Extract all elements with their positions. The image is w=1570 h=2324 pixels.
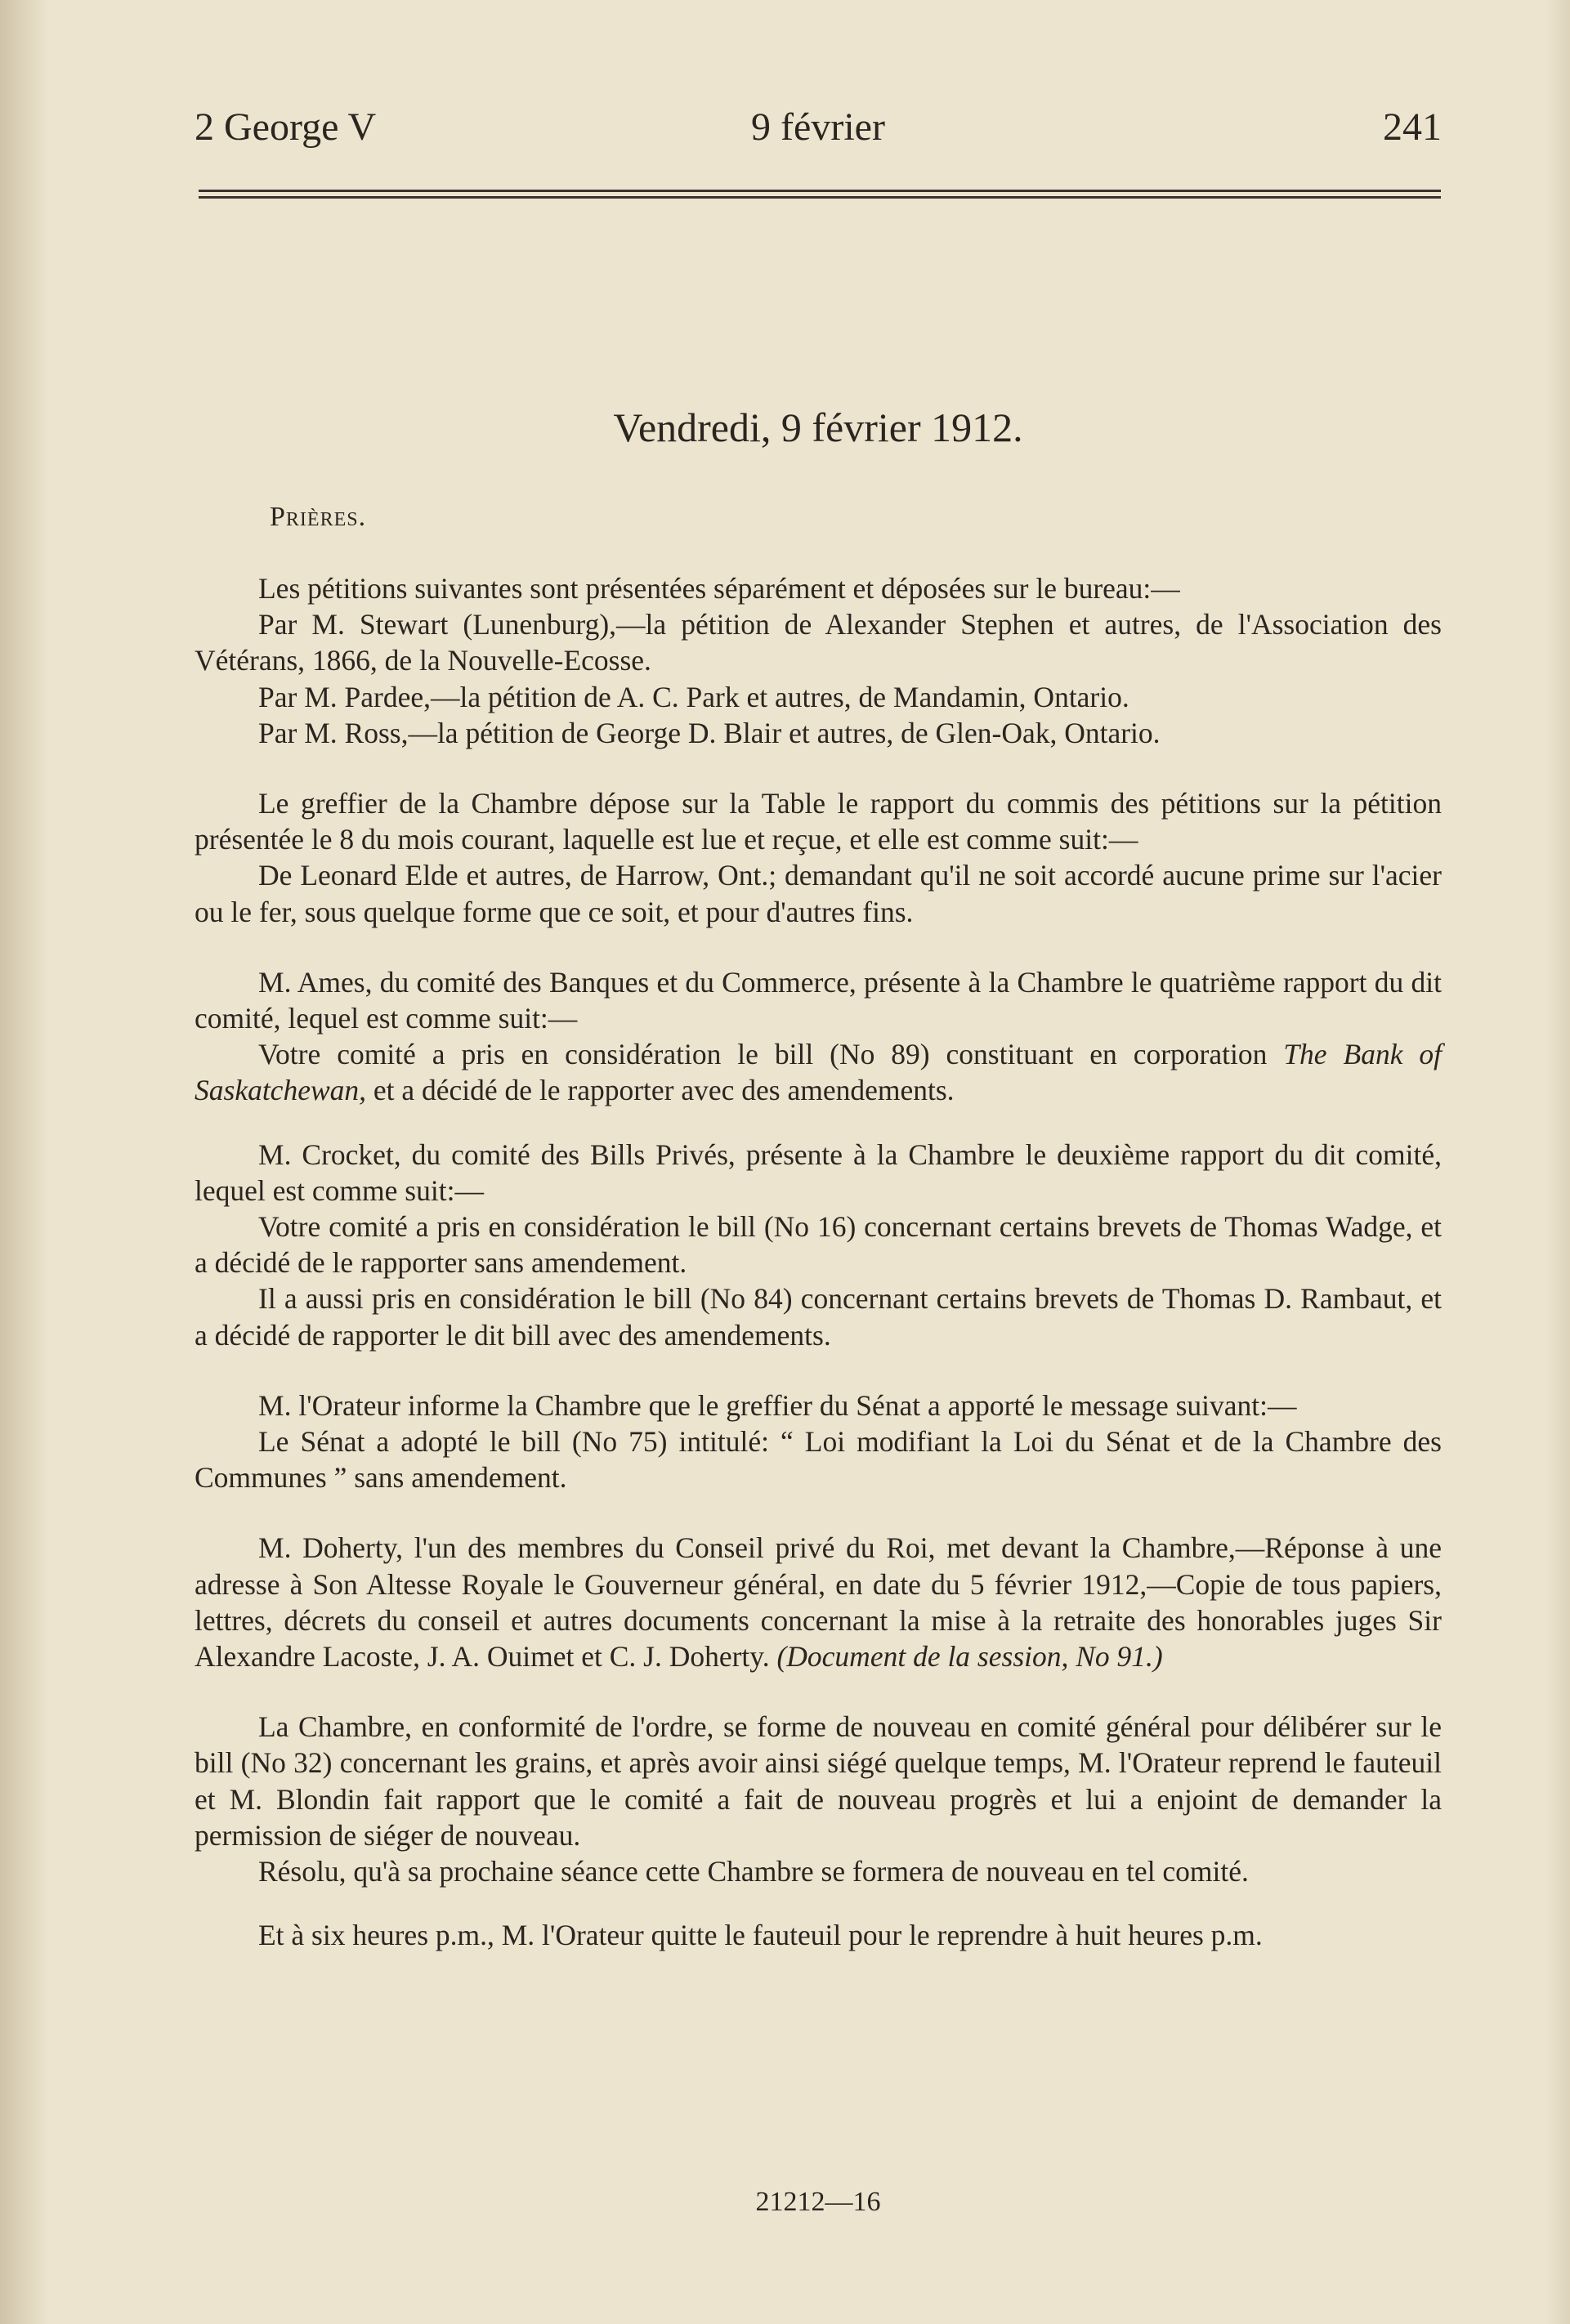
page-binding-shadow [0,0,49,2324]
paragraph-bill-84: Il a aussi pris en considération le bill (No 84) concernant certains brevets de Thomas D. Rambaut, et a décidé de rapporter le dit bill avec des amendements. [195,1282,1442,1352]
sitting-date-title: Vendredi, 9 février 1912. [613,404,1023,450]
paragraph-ames-report: M. Ames, du comité des Banques et du Commerce, présente à la Chambre le quatrième rapport du dit comité, lequel est comme suit:— [195,965,1442,1035]
paragraph-petition-pardee: Par M. Pardee,—la pétition de A. C. Park et autres, de Mandamin, Ontario. [258,680,1129,713]
bill-89-decision: et a décidé de le rapporter avec des amendements. [373,1074,955,1107]
page-edge-shadow [1545,0,1570,2324]
header-regnal-year: 2 George V [195,105,377,149]
prayers-heading: Prières. [270,502,367,532]
running-header [195,105,1442,154]
header-date: 9 février [751,105,885,149]
paragraph-clerk-report: Le greffier de la Chambre dépose sur la Table le rapport du commis des pétitions sur la pétition présentée le 8 du mois courant, laquelle est lue et reçue, et elle est comme suit:— [195,787,1442,856]
paragraph-six-oclock: Et à six heures p.m., M. l'Orateur quitte le fauteuil pour le reprendre à huit heures p.m. [258,1919,1263,1952]
paragraph-petition-stewart: Par M. Stewart (Lunenburg),—la pétition de Alexander Stephen et autres, de l'Association des Vétérans, 1866, de la Nouvelle-Ecosse. [195,608,1442,677]
paragraph-petition-elde: De Leonard Elde et autres, de Harrow, Ont.; demandant qu'il ne soit accordé aucune prime sur l'acier ou le fer, sous quelque forme que ce soit, et pour d'autres fins. [195,859,1442,928]
paragraph-petition-ross: Par M. Ross,—la pétition de George D. Blair et autres, de Glen-Oak, Ontario. [258,716,1161,749]
header-double-rule [199,190,1441,201]
paragraph-resolved: Résolu, qu'à sa prochaine séance cette Chambre se formera de nouveau en tel comité. [258,1855,1249,1888]
paragraph-petitions-intro: Les pétitions suivantes sont présentées séparément et déposées sur le bureau:— [258,572,1180,605]
paragraph-bill-75: Le Sénat a adopté le bill (No 75) intitulé: “ Loi modifiant la Loi du Sénat et de la Chambre des Communes ” sans amendement. [195,1425,1442,1495]
bank-name-italic: The Bank of Saskatchewan, [195,1038,1443,1107]
page-number: 241 [1383,105,1442,149]
paragraph-committee-grains: La Chambre, en conformité de l'ordre, se forme de nouveau en comité général pour délibérer sur le bill (No 32) concernant les grains, et après avoir ainsi siégé quelque temps, M. l'Orateur reprend le fauteuil et M. Blondin fait rapport que le comité a fait de nouveau progrès et lui a enjoint de demander la permission de siéger de nouveau. [195,1710,1442,1852]
paragraph-senate-message: M. l'Orateur informe la Chambre que le greffier du Sénat a apporté le message suivant:— [258,1388,1297,1422]
journal-body [195,570,1442,1954]
doherty-return-text: M. Doherty, l'un des membres du Conseil privé du Roi, met devant la Chambre,—Réponse à une adresse à Son Altesse Royale le Gouverneur général, en date du 5 février 1912,—Copie de tous papiers, lettres, décrets du conseil et autres documents concernant la mise à la retraite des honorables juges Sir Alexandre Lacoste, J. A. Ouimet et C. J. Doherty. [195,1531,1442,1674]
paragraph-doherty-return [195,1530,1442,1674]
paragraph-bill-89 [195,1036,1442,1108]
bill-89-text: Votre comité a pris en considération le bill (No 89) constituant en corporation [258,1038,1268,1071]
printer-signature: 21212—16 [755,2187,881,2217]
paragraph-crocket-report: M. Crocket, du comité des Bills Privés, présente à la Chambre le deuxième rapport du dit comité, lequel est comme suit:— [195,1137,1442,1207]
sessional-paper-reference: (Document de la session, No 91.) [776,1640,1163,1674]
paragraph-bill-16: Votre comité a pris en considération le bill (No 16) concernant certains brevets de Thomas Wadge, et a décidé de le rapporter sans amendement. [195,1210,1442,1280]
